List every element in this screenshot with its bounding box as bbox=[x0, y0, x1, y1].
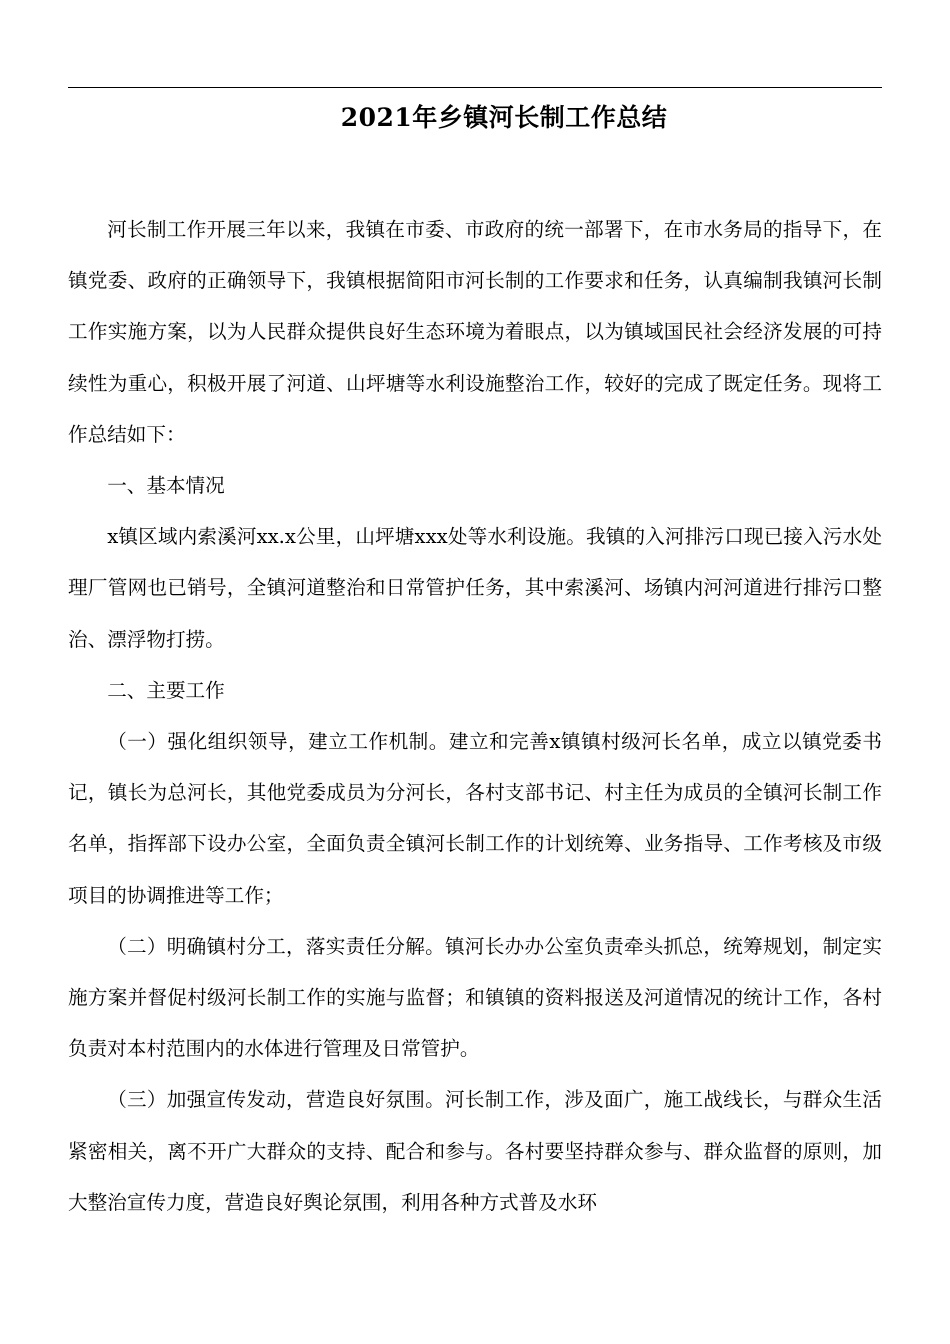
section-heading-basic: 一、基本情况 bbox=[107, 474, 225, 498]
section-heading-main-work: 二、主要工作 bbox=[107, 678, 225, 702]
document-title: 2021年乡镇河长制工作总结 bbox=[340, 103, 668, 132]
paragraph-work-1: （一）强化组织领导，建立工作机制。建立和完善x镇镇村级河长名单，成立以镇党委书记，镇长为总河长，其他党委成员为分河长，各村支部书记、村主任为成员的全镇河长制工作名单，指挥部下设办公室，全面负责全镇河长制工作的计划统筹、业务指导、工作考核及市级项目的协调推进等工作； bbox=[68, 730, 882, 907]
document-body bbox=[68, 204, 882, 1228]
paragraph-work-2: （二）明确镇村分工，落实责任分解。镇河长办办公室负责牵头抓总，统筹规划，制定实施方案并督促村级河长制工作的实施与监督；和镇镇的资料报送及河道情况的统计工作，各村负责对本村范围内的水体进行管理及日常管护。 bbox=[68, 934, 882, 1061]
header-rule bbox=[68, 87, 882, 88]
paragraph-work-3: （三）加强宣传发动，营造良好氛围。河长制工作，涉及面广，施工战线长，与群众生活紧密相关，离不开广大群众的支持、配合和参与。各村要坚持群众参与、群众监督的原则，加大整治宣传力度，营造良好舆论氛围，利用各种方式普及水环 bbox=[68, 1088, 882, 1214]
paragraph-basic: x镇区域内索溪河xx.x公里，山坪塘xxx处等水利设施。我镇的入河排污口现已接入污水处理厂管网也已销号，全镇河道整治和日常管护任务，其中索溪河、场镇内河河道进行排污口整治、漂浮物打捞。 bbox=[68, 525, 882, 651]
paragraph-intro: 河长制工作开展三年以来，我镇在市委、市政府的统一部署下，在市水务局的指导下，在镇党委、政府的正确领导下，我镇根据简阳市河长制的工作要求和任务，认真编制我镇河长制工作实施方案，以为人民群众提供良好生态环境为着眼点，以为镇域国民社会经济发展的可持续性为重心，积极开展了河道、山坪塘等水利设施整治工作，较好的完成了既定任务。现将工作总结如下： bbox=[68, 218, 882, 446]
